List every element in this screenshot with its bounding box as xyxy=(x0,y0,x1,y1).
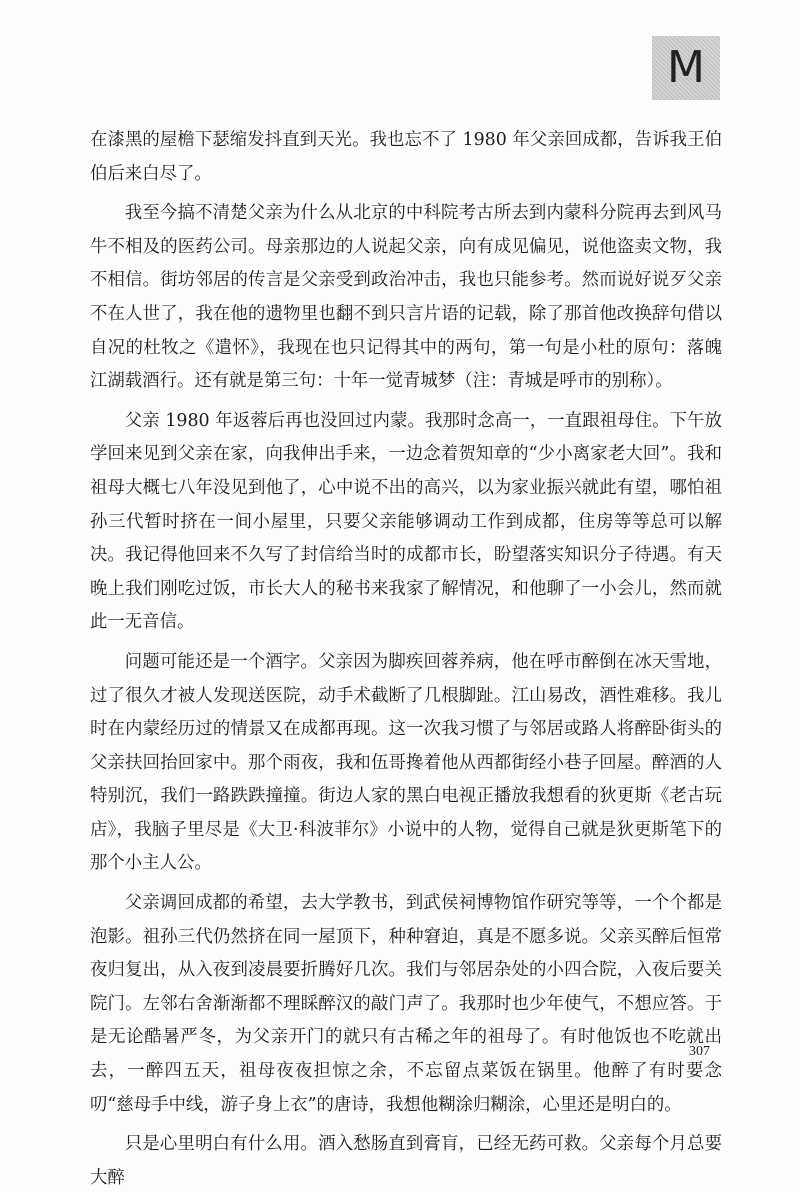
paragraph-continued: 在漆黑的屋檐下瑟缩发抖直到天光。我也忘不了 1980 年父亲回成都，告诉我王伯伯后来白尽了。 xyxy=(90,130,722,184)
paragraph: 我至今搞不清楚父亲为什么从北京的中科院考古所去到内蒙科分院再去到风马牛不相及的医药公司。母亲那边的人说起父亲，向有成见偏见，说他盗卖文物，我不相信。街坊邻居的传言是父亲受到政治冲击，我也只能参考。然而说好说歹父亲不在人世了，我在他的遗物里也翻不到只言片语的记载，除了那首他改换辞句借以自况的杜牧之《遣怀》，我现在也只记得其中的两句，第一句是小杜的原句：落魄江湖载酒行。还有就是第三句：十年一觉青城梦（注：青城是呼市的别称）。 xyxy=(90,203,722,392)
section-letter: M xyxy=(667,42,705,93)
paragraph: 问题可能还是一个酒字。父亲因为脚疾回蓉养病，他在呼市醉倒在冰天雪地，过了很久才被人发现送医院，动手术截断了几根脚趾。江山易改，酒性难移。我儿时在内蒙经历过的情景又在成都再现。这一次我习惯了与邻居或路人将醉卧街头的父亲扶回抬回家中。那个雨夜，我和伍哥搀着他从西都街经小巷子回屋。醉酒的人特别沉，我们一路跌跌撞撞。街边人家的黑白电视正播放我想看的狄更斯《老古玩店》，我脑子里尽是《大卫·科波菲尔》小说中的人物，觉得自己就是狄更斯笔下的那个小主人公。 xyxy=(90,651,722,874)
paragraph: 父亲 1980 年返蓉后再也没回过内蒙。我那时念高一，一直跟祖母住。下午放学回来见到父亲在家，向我伸出手来，一边念着贺知章的“少小离家老大回”。我和祖母大概七八年没见到他了，心中说不出的高兴，以为家业振兴就此有望，哪怕祖孙三代暂时挤在一间小屋里，只要父亲能够调动工作到成都，住房等等总可以解决。我记得他回来不久写了封信给当时的成都市长，盼望落实知识分子待遇。有天晚上我们刚吃过饭，市长大人的秘书来我家了解情况，和他聊了一小会儿，然而就此一无音信。 xyxy=(90,410,722,633)
page-number: 307 xyxy=(689,1044,710,1059)
paragraph: 只是心里明白有什么用。酒入愁肠直到膏肓，已经无药可救。父亲每个月总要大醉 xyxy=(90,1134,722,1188)
body-text xyxy=(90,124,722,1195)
section-thumb-tab xyxy=(652,36,720,100)
paragraph: 父亲调回成都的希望，去大学教书，到武侯祠博物馆作研究等等，一个个都是泡影。祖孙三代仍然挤在同一屋顶下，种种窘迫，真是不愿多说。父亲买醉后恒常夜归复出，从入夜到凌晨要折腾好几次。我们与邻居杂处的小四合院，入夜后要关院门。左邻右舍渐渐都不理睬醉汉的敲门声了。我那时也少年使气，不想应答。于是无论酷暑严冬，为父亲开门的就只有古稀之年的祖母了。有时他饭也不吃就出去，一醉四五天，祖母夜夜担惊之余，不忘留点菜饭在锅里。他醉了有时要念叨“慈母手中线，游子身上衣”的唐诗，我想他糊涂归糊涂，心里还是明白的。 xyxy=(90,893,722,1115)
